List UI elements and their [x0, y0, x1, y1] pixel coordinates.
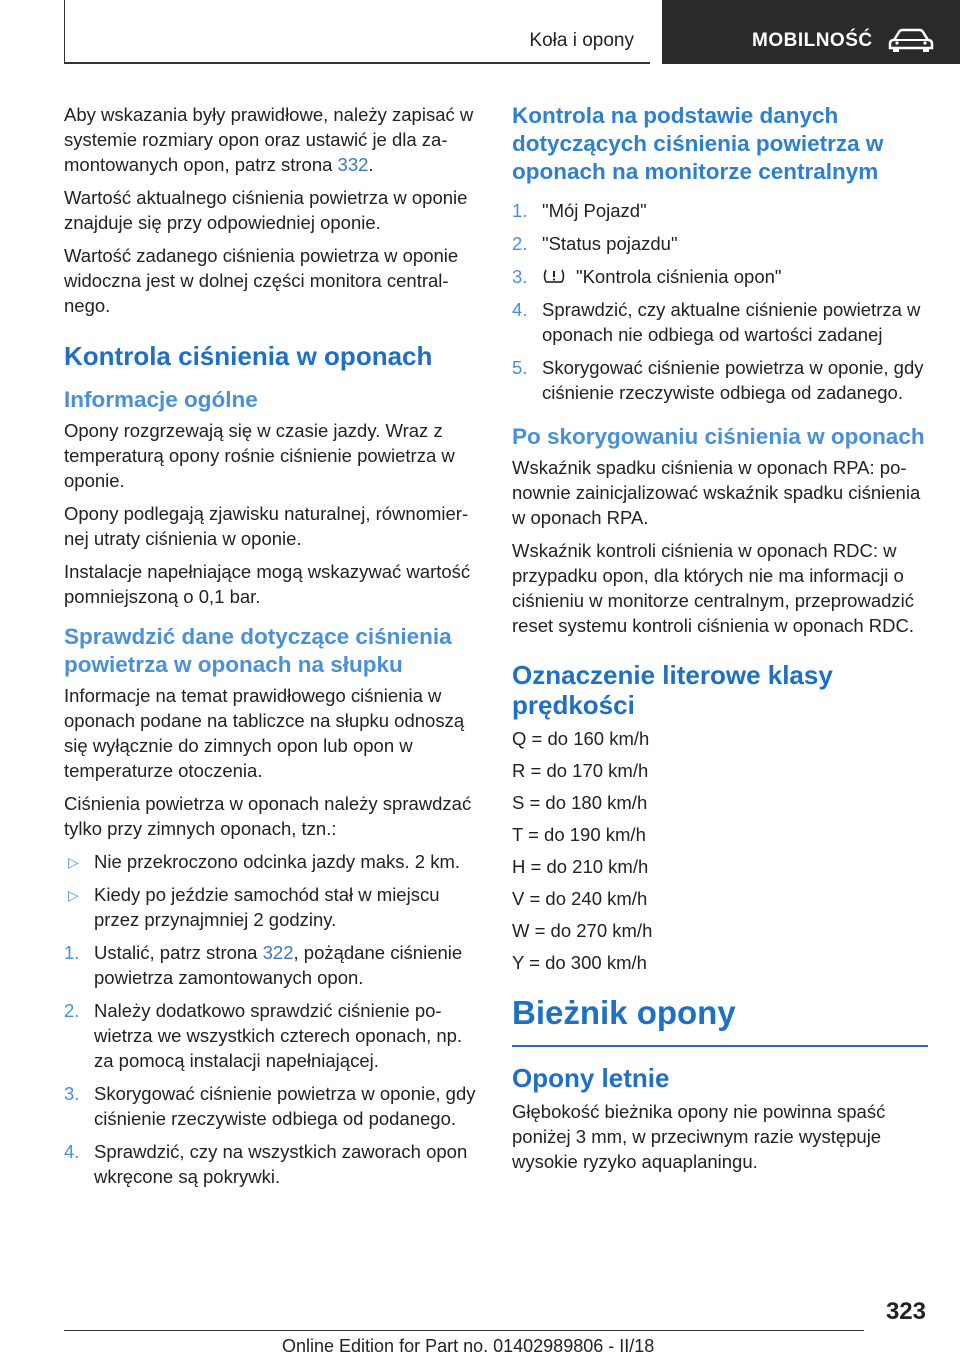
page-number: 323: [885, 1298, 926, 1325]
triangle-bullet-icon: ▷: [68, 887, 79, 903]
step-item: 4. Sprawdzić, czy na wszystkich zaworach opon wkręcone są pokrywki.: [64, 1141, 468, 1187]
left-column: [64, 102, 480, 1197]
check-paragraph-2: Ciśnienia powietrza w oponach należy sprawdzać tylko przy zimnych oponach, tzn.:: [64, 793, 472, 839]
speed-class-item: V = do 240 km/h: [512, 888, 648, 909]
heading-after-correction: Po skorygowaniu ciśnienia w oponach: [512, 424, 925, 449]
heading-general-info: Informacje ogólne: [64, 387, 258, 412]
intro-paragraph-1: Aby wskazania były prawidłowe, należy zapisać w systemie rozmiary opon oraz ustawić je dla zamontowanych opon, patrz strona 332.: [64, 104, 474, 175]
speed-class-item: R = do 170 km/h: [512, 760, 649, 781]
after-paragraph-2: Wskaźnik kontroli ciśnienia w oponach RDC: w przypadku opon, dla których nie ma informacji o ciśnieniu w monitorze centralnym, przeprowadzić reset systemu kontroli ciśnienia w oponach RDC.: [512, 540, 915, 636]
footer-edition: Online Edition for Part no. 01402989806 - II/18: [282, 1336, 655, 1356]
speed-class-item: H = do 210 km/h: [512, 856, 649, 877]
monitor-step: 3. "Kontrola ciśnienia opon": [512, 266, 782, 287]
speed-class-item: T = do 190 km/h: [512, 824, 646, 845]
heading-monitor-check: Kontrola na podstawie danych dotyczących ciśnienia powietrza w oponach na monitorze centralnym: [512, 103, 884, 184]
header-rule-bottom: [64, 62, 650, 64]
heading-check-pillar-data: Sprawdzić dane dotyczące ciśnienia powietrza w oponach na słupku: [64, 624, 452, 677]
heading-summer-tires: Opony letnie: [512, 1063, 670, 1093]
page-link-332[interactable]: 332: [337, 154, 369, 175]
general-paragraph-3: Instalacje napełniające mogą wskazywać wartość pomniejszoną o 0,1 bar.: [64, 561, 471, 607]
step-item: 2. Należy dodatkowo sprawdzić ciśnienie powietrza we wszystkich czterech oponach, np. za pomocą instalacji napełniającej.: [64, 1000, 463, 1071]
car-icon: [888, 28, 934, 52]
header-rule-left: [64, 0, 65, 64]
right-column: [512, 102, 928, 1182]
heading-tire-tread: Bieżnik opony: [512, 993, 928, 1047]
bullet-item: ▷ Kiedy po jeździe samochód stał w miejscu przez przynajmniej 2 godziny.: [68, 884, 440, 930]
tire-pressure-warning-icon: [542, 267, 566, 285]
footer-rule: [64, 1330, 864, 1331]
chapter-tab: [662, 0, 960, 64]
heading-tire-pressure-check: Kontrola ciśnienia w oponach: [64, 341, 433, 371]
chapter-title: MOBILNOŚĆ: [752, 30, 873, 51]
speed-class-item: S = do 180 km/h: [512, 792, 648, 813]
general-paragraph-1: Opony rozgrzewają się w czasie jazdy. Wraz z temperaturą opony rośnie ciśnienie powietrza w oponie.: [64, 420, 455, 491]
heading-speed-class: Oznaczenie literowe klasy prędkości: [512, 660, 833, 720]
page-link-322[interactable]: 322: [262, 942, 294, 963]
check-paragraph-1: Informacje na temat prawidłowego ciśnienia w oponach podane na tabliczce na słupku odnoszą się wyłącznie do zimnych opon lub opon w temperaturze otoczenia.: [64, 685, 465, 781]
speed-class-item: W = do 270 km/h: [512, 920, 653, 941]
general-paragraph-2: Opony podlegają zjawisku naturalnej, równomiernej utraty ciśnienia w oponie.: [64, 503, 469, 549]
section-title: Koła i opony: [529, 30, 634, 51]
monitor-step: 2. "Status pojazdu": [512, 233, 678, 254]
monitor-step: 1. "Mój Pojazd": [512, 200, 647, 221]
intro-paragraph-2: Wartość aktualnego ciśnienia powietrza w oponie znajduje się przy odpowiedniej oponie.: [64, 187, 468, 233]
after-paragraph-1: Wskaźnik spadku ciśnienia w oponach RPA: ponownie zainicjalizować wskaźnik spadku ciśnienia w oponach RPA.: [512, 457, 921, 528]
summer-paragraph: Głębokość bieżnika opony nie powinna spaść poniżej 3 mm, w przeciwnym razie występuje wysokie ryzyko aquaplaningu.: [512, 1101, 886, 1172]
monitor-step: 4. Sprawdzić, czy aktualne ciśnienie powietrza w oponach nie odbiega od wartości zadanej: [512, 299, 921, 345]
intro-paragraph-3: Wartość zadanego ciśnienia powietrza w oponie widoczna jest w dolnej części monitora centralnego.: [64, 245, 459, 316]
speed-class-item: Y = do 300 km/h: [512, 952, 647, 973]
step-item: 3. Skorygować ciśnienie powietrza w oponie, gdy ciśnienie rzeczywiste odbiega od podanego.: [64, 1083, 476, 1129]
monitor-step: 5. Skorygować ciśnienie powietrza w oponie, gdy ciśnienie rzeczywiste odbiega od zadanego.: [512, 357, 924, 403]
bullet-item: ▷ Nie przekroczono odcinka jazdy maks. 2 km.: [64, 849, 480, 874]
speed-class-item: Q = do 160 km/h: [512, 728, 650, 749]
step-item: 1. Ustalić, patrz strona 322, pożądane ciśnienie powietrza zamontowanych opon.: [64, 942, 463, 988]
triangle-bullet-icon: ▷: [68, 854, 79, 870]
